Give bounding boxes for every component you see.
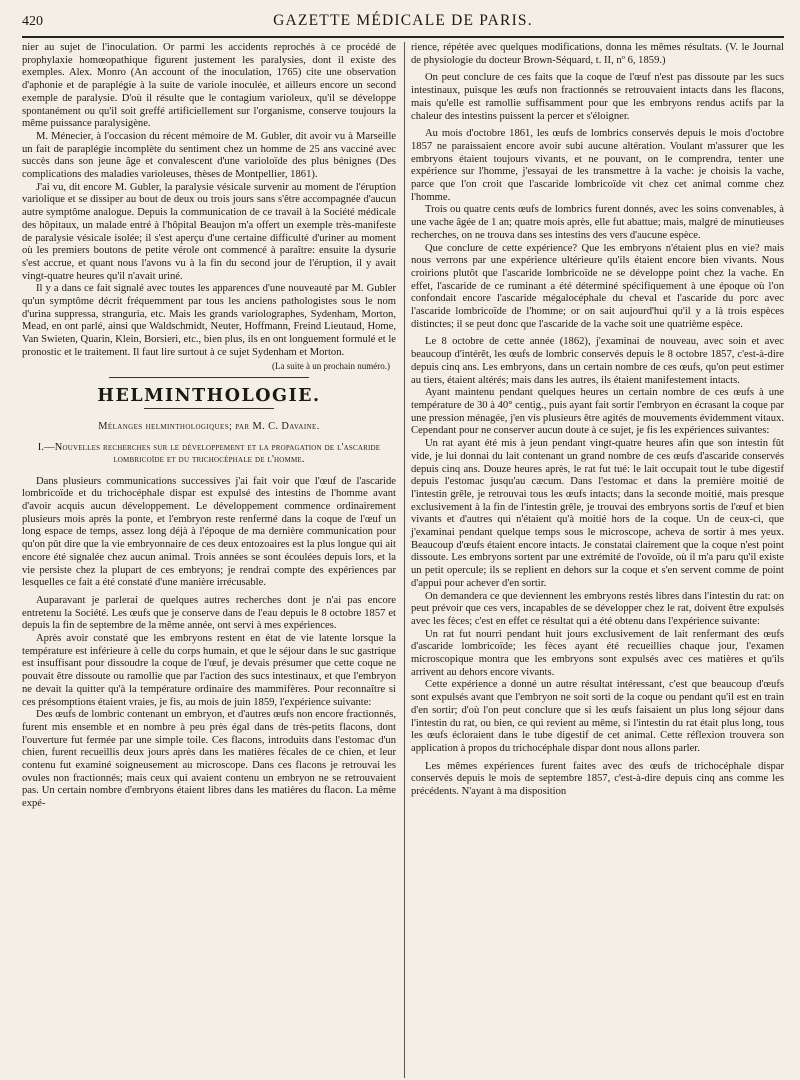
journal-title: GAZETTE MÉDICALE DE PARIS. xyxy=(273,12,533,29)
paragraph: Trois ou quatre cents œufs de lombrics furent donnés, avec les soins convenables, à une vache âgée de 1 an; quatre mois après, elle fut abattue; mais, malgré de minutieuses recherches, on ne trouva dans ses intestins des vers d'aucune espèce. xyxy=(411,204,784,241)
text-columns xyxy=(22,42,784,1078)
left-column xyxy=(22,42,396,1078)
paragraph: Il y a dans ce fait signalé avec toutes les apparences d'une nouveauté par M. Gubler qu'un symptôme décrit fréquemment par tous les anciens pathologistes sous le nom d'urina suppressa, stranguria, etc. Mais les grands variolographes, Sydenham, Morton, Mead, en ont parlé, ainsi que Waldschmidt, Neuter, Hoffmann, Freind Lieutaud, Home, Van Swieten, Quarin, Klein, Borsieri, etc., bien plus, ils en ont longuement formulé et le pronostic et le traitement. Il faut lire surtout à ce sujet Sydenham et Morton. xyxy=(22,283,396,358)
paragraph: Ayant maintenu pendant quelques heures un certain nombre de ces œufs à une température de 30 à 40° centig., puis ayant fait sortir l'embryon en écrasant la coque par une pression ménagée, j'en vis plusieurs être agités de mouvements évidemment vitaux. Cependant pour ne conserver aucun doute à ce sujet, je fis les expériences suivantes: xyxy=(411,387,784,437)
paragraph: nier au sujet de l'inoculation. Or parmi les accidents reprochés à ce procédé de prophylaxie homœopathique figurent justement les paralysies, dont il existe des exemples. Alex. Monro (An account of the inoculation, 1765) cite une observation d'aphonie et de paraplégie à la suite de variole inoculée, et ailleurs encore un second exemple de paralysie. D'où il résulte que le contagium varioleux, qu'il se développe spontanément ou qu'il soit greffé artificiellement sur l'organisme, conserve toujours la même puissance paralysigène. xyxy=(22,42,396,130)
section-title: HELMINTHOLOGIE. xyxy=(97,385,321,406)
paragraph: Un rat fut nourri pendant huit jours exclusivement de lait renfermant des œufs d'ascaride lombricoïde; les fèces ayant été recueillies chaque jour, l'examen microscopique montra que les embryons sont expulsés avec ces matières et qu'ils arrivent au dehors encore vivants. xyxy=(411,628,784,678)
paragraph: Dans plusieurs communications successives j'ai fait voir que l'œuf de l'ascaride lombricoïde et du trichocéphale dispar est expulsé des intestins de l'homme avant d'avoir acquis aucun développement. Le développement commence ordinairement plusieurs mois après la ponte, et l'embryon reste renfermé dans la coque de l'œuf un long espace de temps, assez long déjà à l'époque de ma dernière communication pour qu'on pût dire que la vie embryonnaire de ces deux entozoaires est la plus longue qui ait encore été signalée chez aucun animal. Trois années se sont écoulées depuis lors, et la vie persiste chez la plupart de ces embryons; je rendrai compte des expériences par lesquelles ce fait a été constaté d'une manière irrécusable. xyxy=(22,475,396,589)
paragraph: Au mois d'octobre 1861, les œufs de lombrics conservés depuis le mois d'octobre 1857 ne paraissaient encore avoir subi aucune altération. Voulant m'assurer que les embryons étaient toujours vivants, et ne pouvant, on le comprendra, tenter une expérience sur l'homme, j'essayai de les transmettre à la vache: je choisis la vache, parce que l'on croit que l'ascaride lombricoïde vit chez cet animal comme chez l'homme. xyxy=(411,128,784,203)
paragraph: Après avoir constaté que les embryons restent en état de vie latente lorsque la température est inférieure à celle du corps humain, et que le séjour dans le suc gastrique est insuffisant pour dissoudre la coque de l'œuf, je devais présumer que cette coque ne pouvait être dissoute ou ramollie que par l'action des sucs intestinaux, et que l'embryon ne devait la quitter qu'à la température ordinaire des mammifères. Pour reconnaître si ces présomptions étaient vraies, je fis, au mois de juin 1859, l'expérience suivante: xyxy=(22,633,396,708)
article-byline: Mélanges helminthologiques; par M. C. Davaine. xyxy=(98,420,320,432)
continued-note: (La suite à un prochain numéro.) xyxy=(272,360,390,371)
paragraph: Les mêmes expériences furent faites avec des œufs de trichocéphale dispar conservés depuis le mois de septembre 1857, c'est-à-dire depuis cinq ans comme les précédents. N'ayant à ma disposition xyxy=(411,760,784,798)
paragraph: M. Ménecier, à l'occasion du récent mémoire de M. Gubler, dit avoir vu à Marseille un fait de paraplégie incomplète du sentiment chez un homme de 25 ans vacciné avec succès dans son jeune âge et convalescent d'une varioloïde des plus bénignes (Des complications des maladies varioleuses, thèses de Montpellier, 1861). xyxy=(22,130,396,181)
paragraph: Cette expérience a donné un autre résultat intéressant, c'est que beaucoup d'œufs sont expulsés avant que l'embryon ne soit sorti de la coque ou pendant qu'il est en train d'en sortir; d'où l'on peut conclure que si les œufs faisaient un plus long séjour dans l'intestin du rat, ou bien, ce qui revient au même, si l'intestin du rat était plus long, tous les œufs écloraient dans le tube digestif de cet animal. Cette réflexion trouvera son application à propos du trichocéphale dispar dont nous allons parler. xyxy=(411,679,784,754)
paragraph: Que conclure de cette expérience? Que les embryons n'étaient plus en vie? mais nous verrons par une expérience ultérieure qu'ils étaient encore bien vivants. Nous croirions plutôt que l'ascaride lombricoïde ne se développe point chez la vache. En effet, l'ascaride de ce ruminant a été déterminé spécifiquement à une époque où l'on confondait encore l'ascaride mégalocéphale du cheval et l'ascaride du porc avec l'ascaride lombricoïde de l'homme; or on sait aujourd'hui qu'il y a là trois espèces distinctes; il se peut donc que l'ascaride de la vache soit une quatrième espèce. xyxy=(411,242,784,330)
paragraph: J'ai vu, dit encore M. Gubler, la paralysie vésicale survenir au moment de l'éruption variolique et se dissiper au bout de deux ou trois jours sans s'être accompagnée d'aucun autre symptôme analogue. Depuis la communication de ce travail à la Société médicale des hôpitaux, un malade entré à l'hôpital Beaujon m'a offert un exemple très-manifeste de paralysie vésicale isolée; il s'est aperçu d'une certaine difficulté d'uriner au moment où les premiers boutons de petite vérole ont commencé à paraître: ensuite la dysurie s'est accrue, et quant nous l'avons vu à la fin du second jour de l'éruption, il y avait vingt-quatre heures qu'il n'avait uriné. xyxy=(22,181,396,282)
section-divider xyxy=(109,377,309,378)
paragraph: Des œufs de lombric contenant un embryon, et d'autres œufs non encore fractionnés, furent mis ensemble et en nombre à peu près égal dans de très-petits flacons, dont l'ouverture fut fermée par une simple toile. Ces flacons, introduits dans l'estomac d'un chien, furent recueillis deux jours après dans les matières fécales de ce chien, et leur contenu fut examiné soigneusement au microscope. Dans ces flacons je retrouvai les ovules non fractionnés; mais ceux qui avaient contenu un embryon ne se retrouvaient pas. Un certain nombre d'embryons étaient libres dans les matières du flacon. La même expé- xyxy=(22,709,396,810)
paragraph: Un rat ayant été mis à jeun pendant vingt-quatre heures afin que son intestin fût vide, je lui donnai du lait contenant un grand nombre de ces œufs d'ascaride conservés depuis cinq ans. Douze heures après, le rat fut tué: le lait occupait tout le tube digestif depuis l'estomac jusqu'au cæcum. Dans l'estomac et dans la première moitié de l'intestin grêle, je retrouvai tous les œufs intacts; dans la seconde moitié, mais presque exclusivement à la fin de l'intestin grêle, je trouvai des embryons sortis de l'œuf et bien vivants et d'autres qui n'étaient qu'à moitié hors de la coque. Un de ceux-ci, que j'examinai pendant quelque temps sous le microscope, acheva de sortir à mes yeux. Beaucoup d'œufs étaient encore intacts. Je constatai clairement que la coque n'est point dissoute. Les embryons sortent par une extrémité de l'ovoïde, où il m'a paru qu'il existe un petit opercule; ils se replient en dehors sur la coque et s'en servent comme de point d'appui pour achever d'en sortir. xyxy=(411,438,784,589)
paragraph: On peut conclure de ces faits que la coque de l'œuf n'est pas dissoute par les sucs intestinaux, puisque les œufs non fractionnés se retrouvaient intacts dans les flacons, mais qu'elle est ramollie suffisamment pour que les embryons rendus actifs par la chaleur des intestins puissent la percer et s'éloigner. xyxy=(411,72,784,122)
paragraph: Auparavant je parlerai de quelques autres recherches dont je n'ai pas encore entretenu la Société. Les œufs que je conserve dans de l'eau depuis le 8 octobre 1857 et depuis la fin de septembre de la même année, ont servi à mes expériences. xyxy=(22,594,396,632)
paragraph: On demandera ce que deviennent les embryons restés libres dans l'intestin du rat: on peut prévoir que ces vers, incapables de se développer chez le rat, doivent être expulsés avec les fèces; c'est en effet ce résultat qui a été obtenu dans l'expérience suivante: xyxy=(411,590,784,627)
header-rule xyxy=(22,36,784,38)
article-subtitle: I.—Nouvelles recherches sur le développement et la propagation de l'ascaride lombricoïde et du trichocéphale de l'homme. xyxy=(37,441,381,466)
right-column xyxy=(404,42,784,1078)
section-title-rule xyxy=(144,408,274,409)
page-number: 420 xyxy=(22,14,43,29)
paragraph: rience, répétée avec quelques modifications, donna les mêmes résultats. (V. le Journal de physiologie du docteur Brown-Séquard, t. II, nº 6, 1859.) xyxy=(411,42,784,66)
page-header xyxy=(22,12,784,34)
paragraph: Le 8 octobre de cette année (1862), j'examinai de nouveau, avec soin et avec beaucoup d'intérêt, les œufs de lombric conservés depuis le 8 octobre 1857, c'est-à-dire depuis cinq ans. Les embryons, dans un certain nombre de ces œufs, qu'on peut estimer au tiers, étaient altérés; mais dans les autres, ils étaient manifestement intacts. xyxy=(411,336,784,386)
